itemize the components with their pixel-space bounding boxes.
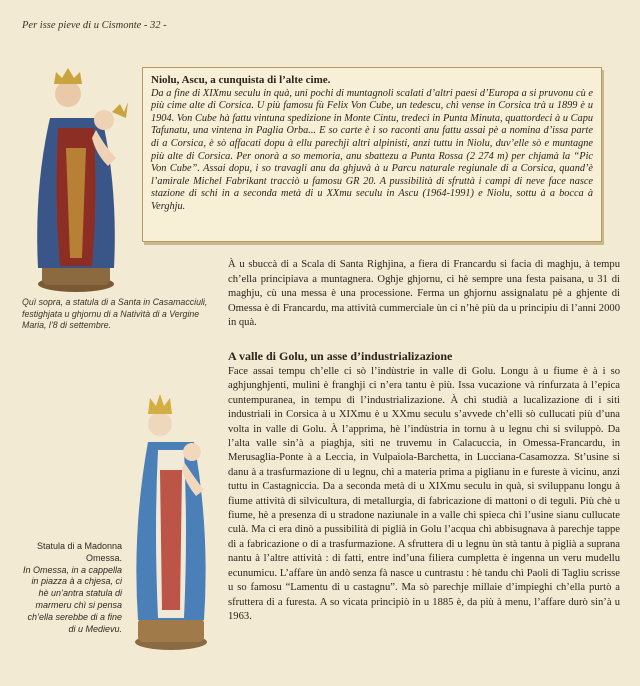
statue2-caption-body: In Omessa, in a cappella in piazza à a chjesa, ci hè un’antra statula di marmeru chì si pensa ch’ella serebbe di a fine di u Medievu. [22, 564, 122, 634]
intro-paragraph: À u sbuccà di a Scala di Santa Righjina, a fiera di Francardu si facia di maghju, à tempu ch’ella principiava a muntagnera. Oghje ghjornu, ci hè sempre una festa paisana, u 31 di maghju, cù una messa è una processione. Ferma un ghjornu assignalatu pè a ghjente di Omessa è di Francardu, ma attività cummerciale ùn ci n’hè più da u principiu di l’anni 2000 in quà. [228, 259, 620, 329]
statue-santa-image [20, 58, 132, 294]
statue1-caption: Quì sopra, a statula di a Santa in Casamacciuli, festighjata u ghjornu di a Nativìtà di a Vergine Maria, l’8 di settembre. [22, 297, 208, 330]
running-header: Per isse pieve di u Cismonte - 32 - [22, 20, 167, 31]
statue2-caption-title: Statula di a Madonna Omessa. [36, 541, 122, 563]
section-heading: A valle di Golu, un asse d’industrializazione [228, 349, 453, 363]
section-body: Face assai tempu ch’elle ci sò l’indùstrie in valle di Golu. Longu à u fiume è à i so aghjunghjenti, mulini è franghji ci n’era tantu è più. Issa vucazione và rinfurzata à l’epica cuntempuranea, in tempu di l’industrializazione. À chì studià a lucalizazione di i siti industriali in Corsica à u XIXmu è u XXmu seculu s’avvede ch’elli sò cullucati più d’una volta in valle di Golu. À l’apprima, hè l’indùstria in tornu à u legnu chì si sviluppò. Da l’alta valle sin’à a piaghja, siti ne truvemu in Calacuccia, in Omessa-Francardu, in Merusaglia-Ponte à a Leccia, in Vulpaiola-Barchetta, in Lucciana-Casamozza. St’usine si danu à a trasfurmazione di u legnu, chì a materia prima a piglianu in e fureste à vicinu, anzi tuttu in Castagniccia. Da a seconda metà di u XIXmu seculu in quà, si sviluppanu longu à fiume attività di silvicultura, di metallurgia, di fabricazione di mattoni o di teguli. Più chè u fiume, hè a presenza di u stradone naziunale in a valle chì spieca chì l’usine sianu cullucate culà. Ma ci era dinò a pussibilità di piglià in Golu l’acqua chì abbisugnava à parechje tappe di a fabricazione o di a trasfurmazione. A sfruttera di u legnu ùn stà tantu à piglià a suprana nantu à l’altre attività : di fatti, entre ind’una filiera cumpletta è ingenna un veru mudellu ecunumicu. L’affare ùn andò senza fà nasce u cuntrastu : hè tandu chì Paoli di Tagliu scrisse u so famosu “Lamentu di u castagnu”. Ma sò parechje millaie d’impieghi ch’ella purtò a sfruttera di a furesta. A so vicata principiò in u 1885 è, da più à menu, l’affare durò sin’à u 1963. [228, 366, 620, 622]
box-body: Da a fine di XIXmu seculu in quà, uni pochi di muntagnoli scalati d’altri paesi d’Europa a si pruvonu cù e più cime alte di Corsica. U più famosu fù Felix Von Cube, un tedescu, chì vense in Corsica trà u 1899 è u 1904. Von Cube hà fattu vintuna spedizione in Monte Cintu, tredeci in Punta Minuta, quattordeci à u Capu Tafunatu, una vintena in Paglia Orba... E so carte è i so raconti anu fattu assai pè a nomina d’issa parte di a Corsica, è sò affacati dopu à ellu parechji altri alpinisti, anzi tuttu in Niolu, duv’elle sò e muntagne più alte di Corsica. Per onorà a so memoria, anu sbattezu a Punta Rossa (2 274 m) per chjamà la “Pic Von Cube”. Assai dopu, i so travagli anu da ghjuvà à u Parcu naturale regiunale di a Corsica, quand’è l’amirale Michel Fabrikant tracciò u famosu GR 20. A pussibilità di sfruttà i campi di neve face nasce stazione di schi in a seconda metà di u XXmu seculu in Ascu (1964-1991) e Niolu, sottu à a bocca à Verghju. [151, 87, 593, 212]
info-box [142, 67, 602, 242]
statue-madonna-image [124, 380, 218, 652]
statue2-caption [22, 541, 122, 635]
box-title: Niolu, Ascu, a cunquista di l’alte cime. [151, 74, 331, 86]
